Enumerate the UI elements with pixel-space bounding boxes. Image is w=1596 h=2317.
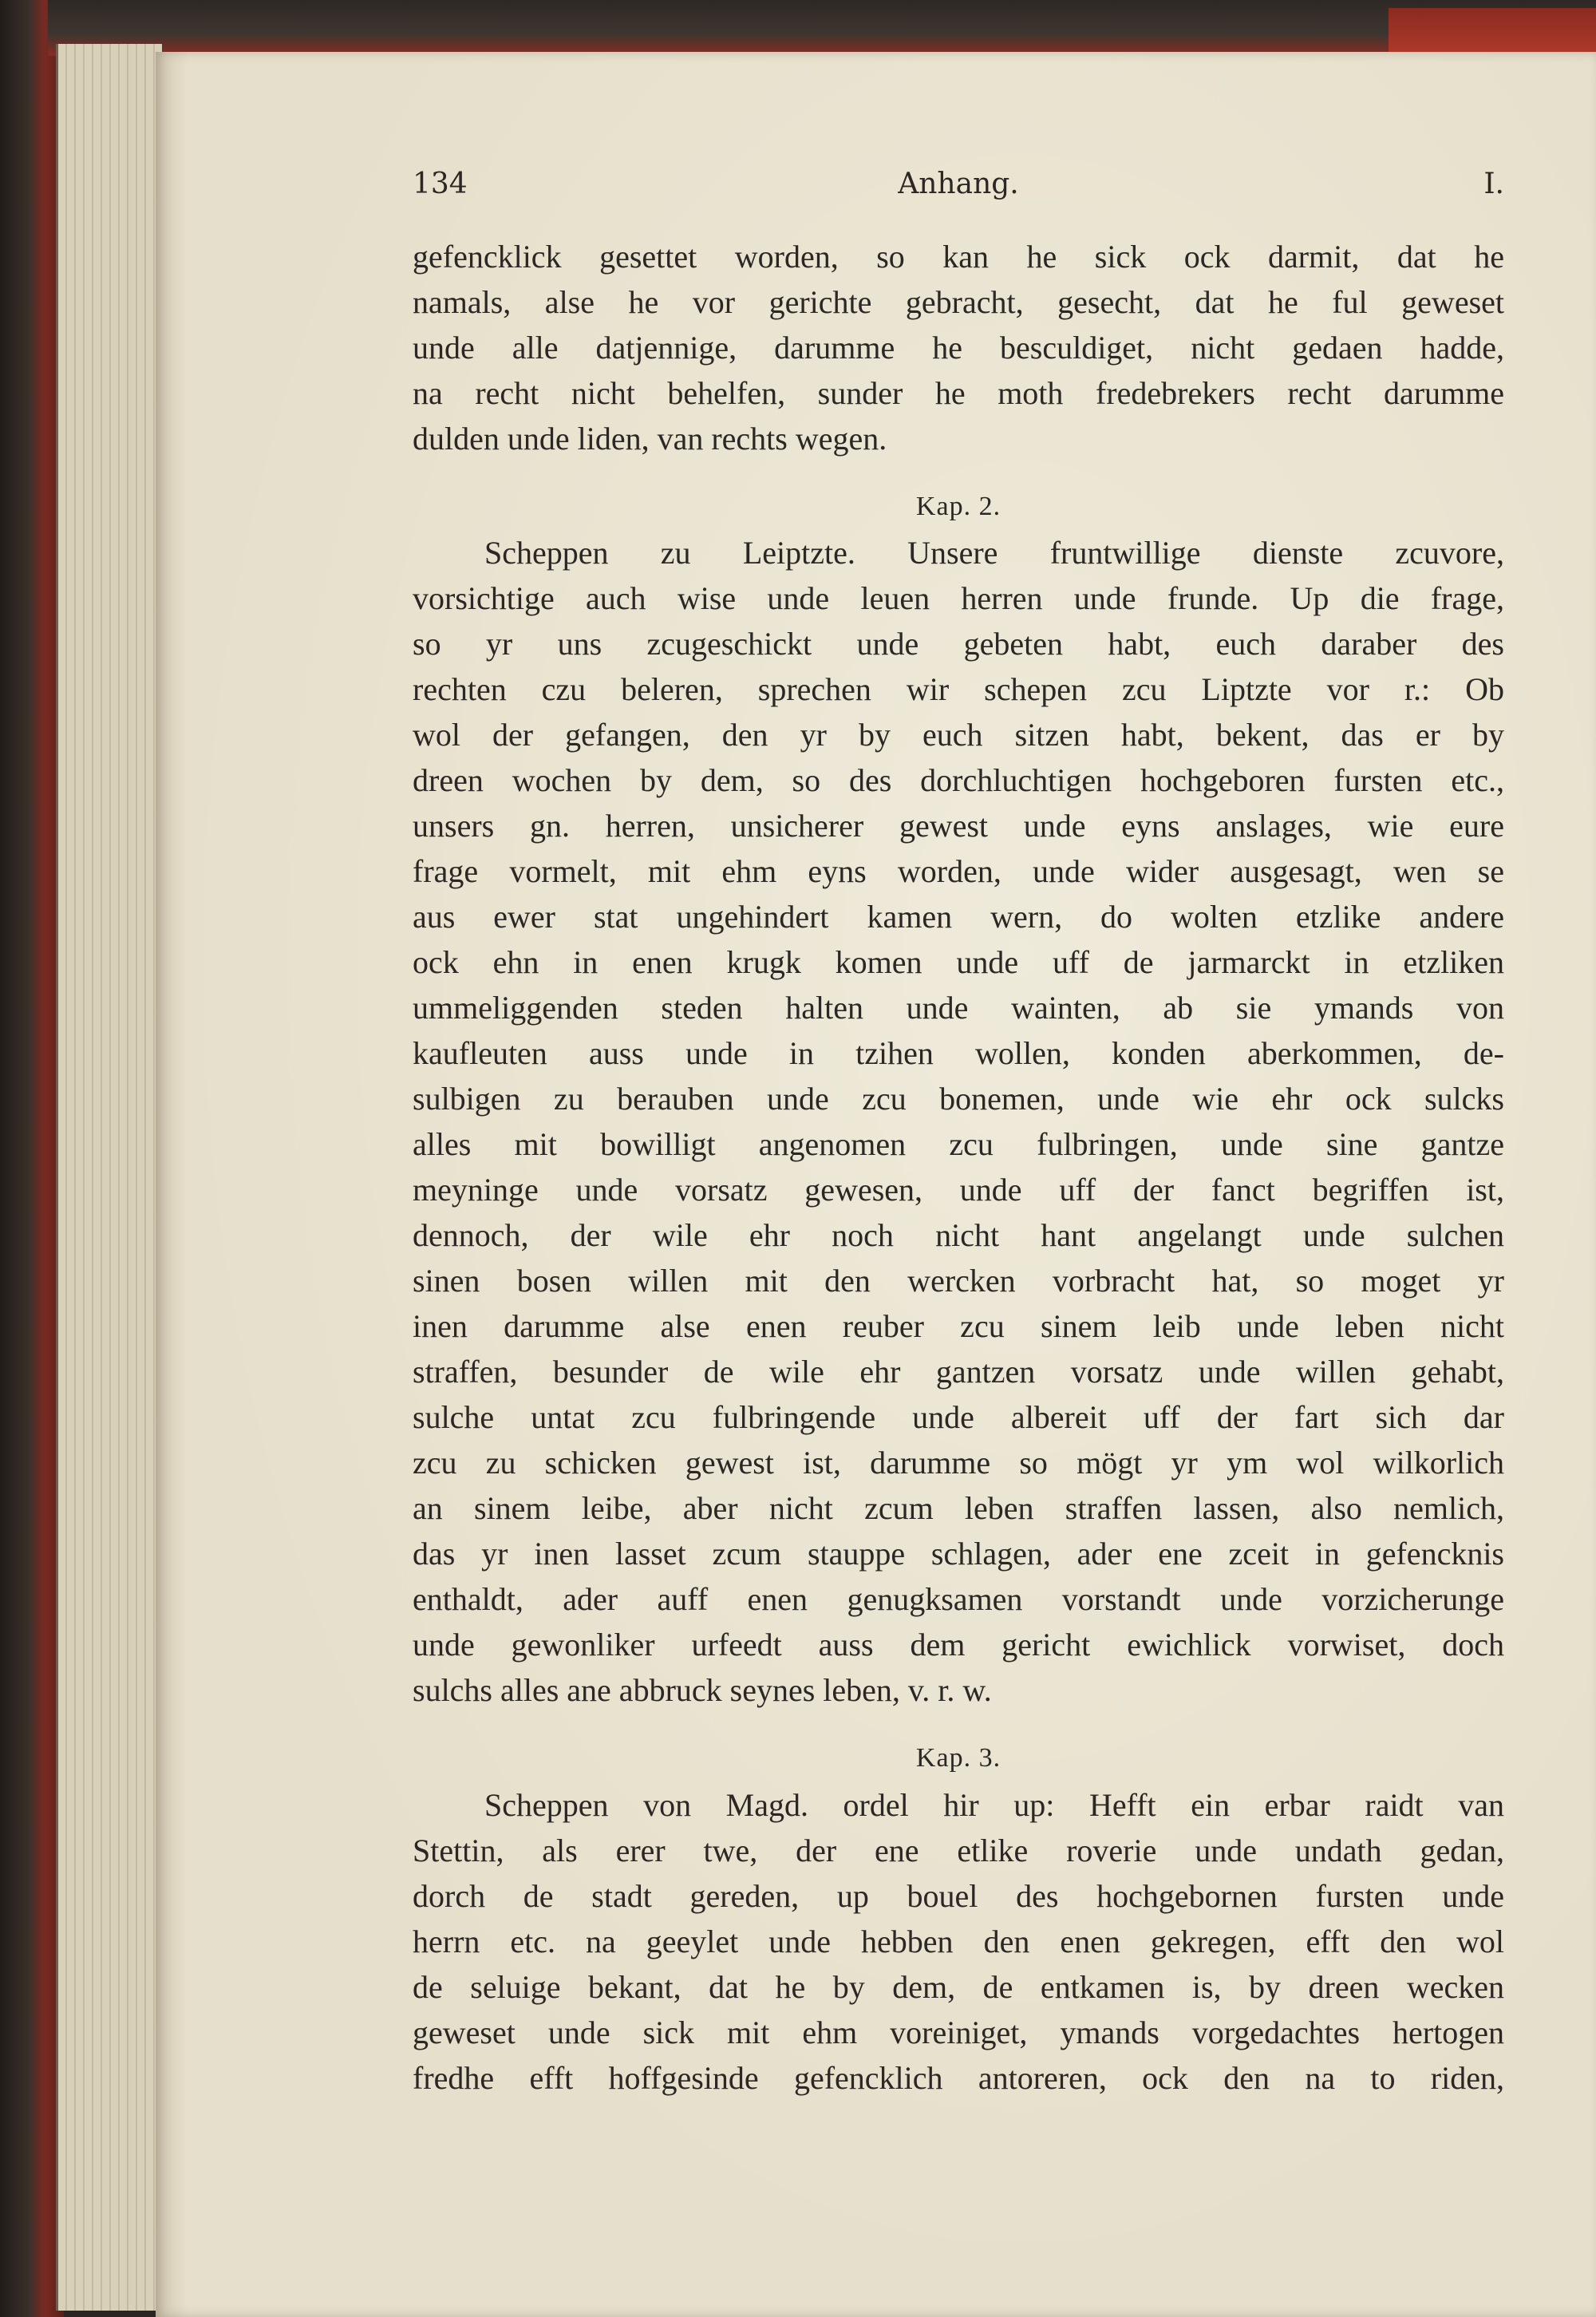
book-binding-left	[0, 0, 64, 2317]
text-line: sulchs alles ane abbruck seynes leben, v. r. w.	[413, 1672, 992, 1708]
text-line: alles mit bowilligt angenomen zcu fulbringen, unde sine gantze	[413, 1126, 1504, 1162]
page-edges	[56, 44, 162, 2311]
book-cover-corner	[1389, 8, 1596, 56]
text-line: Scheppen zu Leiptzte. Unsere fruntwillige dienste zcuvore,	[484, 535, 1504, 571]
text-line: de seluige bekant, dat he by dem, de entkamen is, by dreen wecken	[413, 1969, 1504, 2005]
text-line: dorch de stadt gereden, up bouel des hochgebornen fursten unde	[413, 1878, 1504, 1914]
text-line: so yr uns zcugeschickt unde gebeten habt, euch daraber des	[413, 626, 1504, 662]
text-line: sulbigen zu berauben unde zcu bonemen, unde wie ehr ock sulcks	[413, 1081, 1504, 1117]
chapter-heading: Kap. 2.	[915, 492, 1001, 521]
text-line: kaufleuten auss unde in tzihen wollen, konden aberkommen, de-	[413, 1035, 1504, 1071]
text-line: aus ewer stat ungehindert kamen wern, do wolten etzlike andere	[413, 899, 1504, 935]
text-line: geweset unde sick mit ehm voreiniget, ymands vorgedachtes hertogen	[413, 2015, 1504, 2050]
text-line: wol der gefangen, den yr by euch sitzen habt, bekent, das er by	[413, 717, 1504, 753]
text-line: sinen bosen willen mit den wercken vorbracht hat, so moget yr	[413, 1263, 1504, 1299]
text-line: herrn etc. na geeylet unde hebben den enen gekregen, efft den wol	[413, 1924, 1504, 1959]
text-line: vorsichtige auch wise unde leuen herren unde frunde. Up die frage,	[413, 580, 1504, 616]
text-line: meyninge unde vorsatz gewesen, unde uff der fanct begriffen ist,	[413, 1172, 1504, 1208]
section-number: I.	[1483, 168, 1504, 200]
text-line: frage vormelt, mit ehm eyns worden, unde wider ausgesagt, wen se	[413, 853, 1504, 889]
text-line: inen darumme alse enen reuber zcu sinem leib unde leben nicht	[413, 1308, 1504, 1344]
text-line: sulche untat zcu fulbringende unde albereit uff der fart sich dar	[413, 1399, 1504, 1435]
text-line: dulden unde liden, van rechts wegen.	[413, 421, 887, 457]
book-binding-top	[48, 0, 1596, 56]
text-line: rechten czu beleren, sprechen wir schepen zcu Liptzte vor r.: Ob	[413, 671, 1504, 707]
text-line: enthaldt, ader auff enen genugksamen vorstandt unde vorzicherunge	[413, 1581, 1504, 1617]
running-title: Anhang.	[898, 168, 1019, 200]
text-line: gefencklick gesettet worden, so kan he sick ock darmit, dat he	[413, 239, 1504, 275]
running-header	[413, 160, 1504, 208]
text-line: na recht nicht behelfen, sunder he moth fredebrekers recht darumme	[413, 375, 1504, 411]
text-line: namals, alse he vor gerichte gebracht, gesecht, dat he ful geweset	[413, 284, 1504, 320]
text-line: fredhe efft hoffgesinde gefencklich antoreren, ock den na to riden,	[413, 2060, 1504, 2096]
text-line: Scheppen von Magd. ordel hir up: Hefft ein erbar raidt van	[484, 1787, 1504, 1823]
text-line: das yr inen lasset zcum stauppe schlagen, ader ene zceit in gefencknis	[413, 1536, 1504, 1572]
text-line: ock ehn in enen krugk komen unde uff de jarmarckt in etzliken	[413, 944, 1504, 980]
chapter-heading: Kap. 3.	[915, 1743, 1001, 1773]
page-number: 134	[413, 168, 468, 200]
text-line: dreen wochen by dem, so des dorchluchtigen hochgeboren fursten etc.,	[413, 762, 1504, 798]
text-line: straffen, besunder de wile ehr gantzen vorsatz unde willen gehabt,	[413, 1354, 1504, 1390]
text-line: unde alle datjennige, darumme he besculdiget, nicht gedaen hadde,	[413, 330, 1504, 366]
text-line: unsers gn. herren, unsicherer gewest unde eyns anslages, wie eure	[413, 808, 1504, 844]
text-line: zcu zu schicken gewest ist, darumme so mögt yr ym wol wilkorlich	[413, 1445, 1504, 1481]
text-line: ummeliggenden steden halten unde wainten, ab sie ymands von	[413, 990, 1504, 1026]
text-line: dennoch, der wile ehr noch nicht hant angelangt unde sulchen	[413, 1217, 1504, 1253]
text-line: an sinem leibe, aber nicht zcum leben straffen lassen, also nemlich,	[413, 1490, 1504, 1526]
text-line: unde gewonliker urfeedt auss dem gericht ewichlick vorwiset, doch	[413, 1627, 1504, 1663]
text-line: Stettin, als erer twe, der ene etlike roverie unde undath gedan,	[413, 1833, 1504, 1868]
